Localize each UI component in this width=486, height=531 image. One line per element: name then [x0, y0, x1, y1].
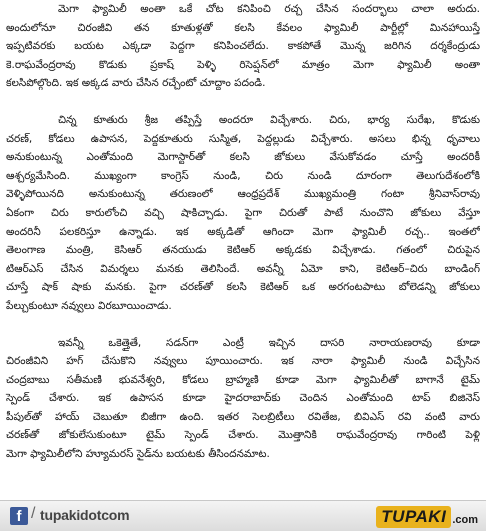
- paragraph-gap: [0, 93, 486, 111]
- text-line: వెళ్ళిపోయినది అనుకుంటున్న తరుణంలో ఆంధ్రప్రదేశ్ ముఖ్యమంత్రి గంటా శ్రీనివాస్‌రావు: [6, 188, 480, 201]
- text-line: మెగా ఫ్యామిలీలోని హ్యూమరస్ సైడ్‌ను బయటకు తీసిందనమాట.: [6, 448, 270, 461]
- paragraph-2: [0, 111, 486, 316]
- facebook-handle-link[interactable]: tupakidotcom: [40, 507, 130, 523]
- text-line: కలసిపోల్గొంది. ఇక అక్కడ వారు చేసిన రచ్చేంటో చూద్దాం పదండి.: [6, 77, 266, 90]
- text-line: స్పెండ్ చేశారు. ఇక ఉపాసన కూడా హైదరాబాద్‌కు చెందిన ఎంతోమంది టాప్ బిజినెస్: [6, 392, 480, 405]
- footer-bar: [0, 500, 486, 531]
- text-line: పీపుల్‌తో హాయ్ చెబుతూ బిజీగా ఉంది. ఇతర సెలబ్రిటీలు రవితేజ, బివిఎస్ రవి వంటి వారు: [6, 410, 480, 423]
- text-line: ఏకంగా చిరు కారులోంచి వచ్చి షాకిచ్చాడు. పైగా చిరుతో పాటే నుంచొని జోకులు వేస్తూ: [6, 206, 480, 219]
- logo-suffix: .com: [452, 514, 478, 526]
- paragraph-1: [0, 0, 486, 93]
- text-line: పేల్చుకుంటూ నవ్వులు విరబూయించాడు.: [6, 299, 172, 312]
- text-line: అందులోనూ చిరంజీవి తన కూతుళ్లతో కలసి కేవలం ఫ్యామిలీ పార్టీల్లో మినహాయిస్తే: [6, 21, 480, 34]
- text-line: చరణ్, కోడలు ఉపాసన, పెద్దకూతురు సుస్మిత, పెద్దల్లుడు విచ్చేశారు. అసలు భిన్న ధృవాలు: [6, 132, 480, 145]
- text-line: చంద్రబాబు సతీమణి భువనేశ్వరి, కోడలు బ్రాహ్మణి కూడా మెగా ఫ్యామిలీతో బాగానే టైమ్: [6, 373, 480, 386]
- text-line: చిరంజీవిని హగ్ చేసుకొని నవ్వులు పూయించారు. ఇక నారా ఫ్యామిలీ నుండి విచ్చేసిన: [6, 355, 480, 368]
- text-line: ఇప్పటివరకు బయట ఎక్కడా పెద్దగా కనిపించలేదు. కాకపోతే మొన్న జరిగిన దర్శకేంద్రుడు: [6, 40, 480, 53]
- tupaki-logo[interactable]: [376, 504, 478, 528]
- text-line: టిఆర్ఎస్ చేసిన విమర్శలు మనకు తెలిసిందే. అవన్నీ ఏమో కాని, కెటిఆర్–చిరు బాండింగ్: [6, 262, 480, 275]
- text-line: చిన్న కూతురు శ్రీజ తప్పిస్తే అందరూ విచ్చేశారు. చిరు, భార్య సురేఖ, కొడుకు: [58, 113, 480, 126]
- text-line: మెగా ఫ్యామిలీ అంతా ఒకే చోట కనిపించి రచ్చ చేసిన సందర్భాలు చాలా అరుదు.: [58, 3, 480, 15]
- separator-slash: /: [31, 505, 36, 522]
- text-line: ఇవన్నీ ఒకెత్తైతే, సడన్‌గా ఎంట్రీ ఇచ్చిన దాసరి నారాయణరావు కూడా: [58, 336, 480, 349]
- text-line: ఆశ్చర్యమేసింది. ముఖ్యంగా కాంగ్రెస్ నుండి, చిరు నుండి దూరంగా తెలుగుదేశంలోకి: [6, 169, 480, 182]
- text-line: అందరినీ పలకరిస్తూ ఉన్నాడు. ఇక అక్కడితో ఆగిందా మెగా ఫ్యామిలీ రచ్చ.. ఇంతలో: [6, 225, 480, 238]
- text-line: చరణ్‌తో జోకులేసుకుంటూ టైమ్ స్పెండ్ చేశారు. మొత్తానికి రాఘవేంద్రరావు గారింటి పెళ్లి: [6, 429, 480, 442]
- text-line: అనుకుంటున్న ఎంతోమంది మెగాస్టార్‌తో కలసి జోకులు వేసుకోవడం చూస్తే అందరికీ: [6, 151, 480, 164]
- facebook-icon[interactable]: f: [10, 507, 28, 525]
- text-line: తెలంగాణ మంత్రి, కెసిఆర్ తనయుడు కెటిఆర్ అక్కడకు విచ్చేశాడు. గతంలో చిరుపైన: [6, 244, 480, 257]
- logo-wordmark: TUPAKI: [376, 506, 451, 528]
- text-line: చూస్తే షాక్ షాకు మనకు. పైగా చరణ్‌తో కలసి కెటిఆర్ ఒక అరగంటపాటు బోలెడన్ని జోకులు: [6, 281, 480, 294]
- paragraph-gap: [0, 316, 486, 334]
- paragraph-3: [0, 334, 486, 464]
- text-line: కె.రాఘవేంద్రరావు కొడుకు ప్రకాష్ పెళ్ళి రిసెప్షన్‌లో మాత్రం మెగా ఫ్యామిలీ అంతా: [6, 58, 480, 71]
